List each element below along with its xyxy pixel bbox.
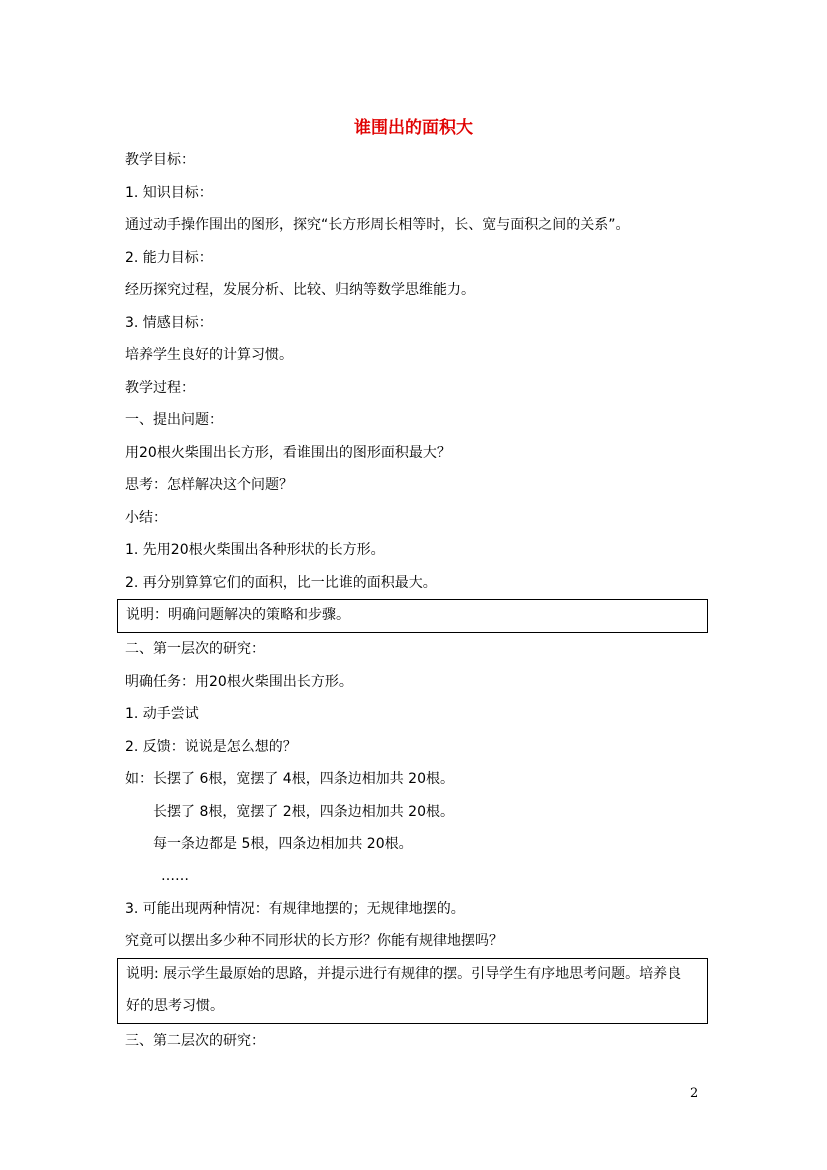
page-title: 谁围出的面积大: [354, 118, 473, 138]
paragraph: 思考：怎样解决这个问题？: [125, 477, 293, 493]
paragraph: 长摆了 8根，宽摆了 2根，四条边相加共 20根。: [153, 804, 454, 820]
sub-heading: 三、第二层次的研究：: [125, 1033, 265, 1049]
note-box: [117, 958, 708, 1024]
paragraph: 明确任务：用20根火柴围出长方形。: [125, 674, 353, 690]
paragraph: 用20根火柴围出长方形，看谁围出的图形面积最大？: [125, 445, 451, 461]
note-text: 好的思考习惯。: [126, 998, 224, 1014]
paragraph: 培养学生良好的计算习惯。: [125, 347, 293, 363]
section-heading: 教学过程：: [125, 380, 195, 396]
list-item: 1. 动手尝试: [125, 706, 199, 722]
paragraph: 经历探究过程，发展分析、比较、归纳等数学思维能力。: [125, 282, 475, 298]
note-box: [117, 599, 708, 633]
sub-heading: 二、第一层次的研究：: [125, 641, 265, 657]
paragraph: 每一条边都是 5根，四条边相加共 20根。: [153, 836, 413, 852]
list-item: 2. 再分别算算它们的面积，比一比谁的面积最大。: [125, 575, 437, 591]
ellipsis: ……: [161, 868, 189, 884]
paragraph: 通过动手操作围出的图形，探究“长方形周长相等时，长、宽与面积之间的关系”。: [125, 217, 630, 233]
paragraph: 究竟可以摆出多少种不同形状的长方形？你能有规律地摆吗？: [125, 933, 503, 949]
list-item: 1. 先用20根火柴围出各种形状的长方形。: [125, 542, 385, 558]
list-item: 2. 反馈：说说是怎么想的？: [125, 739, 297, 755]
sub-heading: 1. 知识目标：: [125, 185, 213, 201]
sub-heading: 小结：: [125, 510, 167, 526]
paragraph: 如：长摆了 6根，宽摆了 4根，四条边相加共 20根。: [125, 771, 454, 787]
sub-heading: 3. 情感目标：: [125, 315, 213, 331]
page-number: 2: [690, 1086, 699, 1101]
list-item: 3. 可能出现两种情况：有规律地摆的；无规律地摆的。: [125, 901, 465, 917]
sub-heading: 一、提出问题：: [125, 412, 223, 428]
note-text: 说明：明确问题解决的策略和步骤。: [126, 607, 350, 623]
sub-heading: 2. 能力目标：: [125, 250, 213, 266]
note-text: 说明: 展示学生最原始的思路，并提示进行有规律的摆。引导学生有序地思考问题。培养良: [126, 966, 682, 982]
section-heading: 教学目标：: [125, 152, 195, 168]
